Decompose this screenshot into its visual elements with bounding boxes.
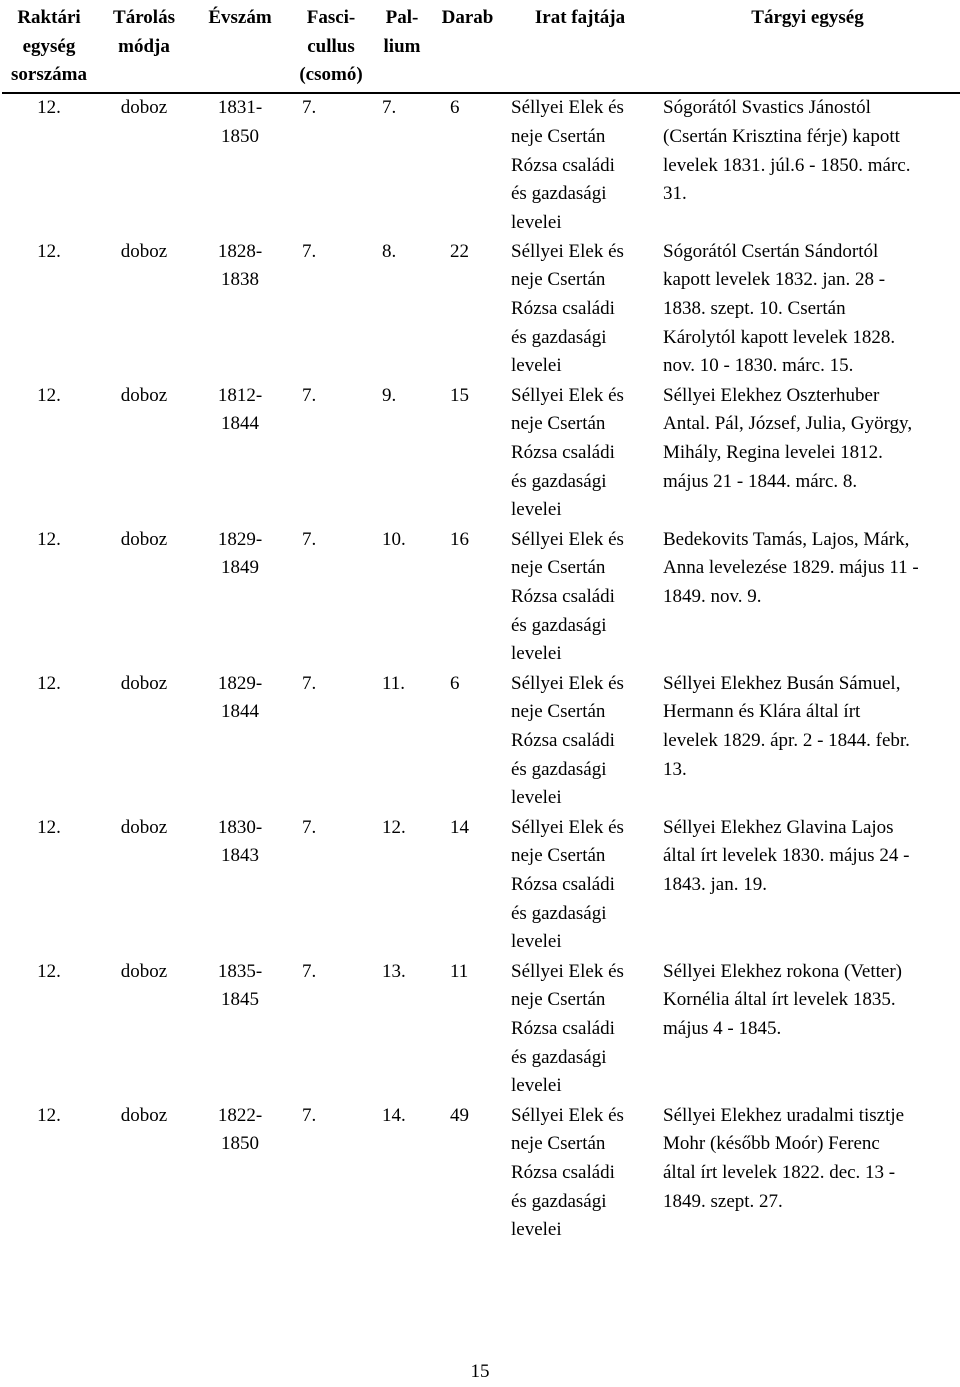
- table-row: [2, 958, 960, 1102]
- cell-line: Tárolás: [113, 7, 175, 28]
- cell-pallium: 13.: [382, 960, 406, 982]
- table-header-row: [2, 4, 960, 93]
- cell-tarolas: doboz: [120, 672, 168, 694]
- cell-line: neje Csertán: [511, 1133, 606, 1155]
- cell-line: levelei: [511, 1075, 562, 1097]
- cell-line: Rózsa családi: [511, 874, 615, 896]
- cell-line: Séllyei Elek és: [511, 1104, 624, 1126]
- cell-line: Séllyei Elek és: [511, 816, 624, 838]
- cell-line: Mihály, Regina levelei 1812.: [663, 442, 883, 464]
- cell-line: levelei: [511, 787, 562, 809]
- cell-line: Séllyei Elekhez Oszterhuber: [663, 384, 880, 406]
- cell-fasciculus: 7.: [302, 816, 317, 838]
- cell-line: Fasci-: [306, 7, 356, 28]
- cell-line: és gazdasági: [511, 470, 607, 492]
- cell-line: Antal. Pál, József, Julia, György,: [663, 413, 913, 435]
- cell-irat: [505, 814, 655, 958]
- header-darab: [430, 4, 505, 93]
- cell-darab: 11: [450, 960, 469, 982]
- cell-line: Séllyei Elek és: [511, 528, 624, 550]
- cell-targyi: [655, 238, 960, 382]
- cell-evszam: [192, 238, 288, 382]
- table-row: [2, 238, 960, 382]
- cell-fasciculus: 7.: [302, 384, 317, 406]
- cell-fasciculus: 7.: [302, 960, 317, 982]
- table-row: [2, 526, 960, 670]
- page-number: 15: [470, 1361, 490, 1382]
- cell-darab: 15: [450, 384, 469, 406]
- table-row: [2, 670, 960, 814]
- cell-line: 1829-: [217, 672, 263, 694]
- cell-tarolas: doboz: [120, 528, 168, 550]
- cell-irat: [505, 238, 655, 382]
- cell-line: levelei: [511, 1219, 562, 1241]
- cell-line: által írt levelek 1830. május 24 -: [663, 845, 910, 867]
- cell-line: (csomó): [299, 64, 363, 86]
- cell-targyi: [655, 958, 960, 1102]
- cell-line: Rózsa családi: [511, 154, 615, 176]
- cell-line: május 4 - 1845.: [663, 1018, 782, 1040]
- cell-line: által írt levelek 1822. dec. 13 -: [663, 1162, 896, 1184]
- cell-raktari: 12.: [37, 240, 61, 262]
- cell-line: 1849: [221, 557, 259, 579]
- cell-darab: 49: [450, 1104, 469, 1126]
- cell-line: sorszáma: [11, 64, 87, 86]
- cell-line: 1843: [221, 845, 259, 867]
- cell-line: Séllyei Elek és: [511, 672, 624, 694]
- cell-raktari: 12.: [37, 960, 61, 982]
- cell-fasciculus: 7.: [302, 240, 317, 262]
- cell-raktari: 12.: [37, 816, 61, 838]
- cell-targyi: [655, 93, 960, 238]
- cell-tarolas: doboz: [120, 240, 168, 262]
- cell-darab: 22: [450, 240, 469, 262]
- cell-line: május 21 - 1844. márc. 8.: [663, 470, 858, 492]
- cell-line: levelek 1829. ápr. 2 - 1844. febr.: [663, 730, 910, 752]
- cell-line: Pal-: [385, 7, 419, 28]
- cell-tarolas: doboz: [120, 97, 168, 119]
- cell-irat: [505, 526, 655, 670]
- cell-line: Rózsa családi: [511, 1018, 615, 1040]
- cell-raktari: 12.: [37, 1104, 61, 1126]
- cell-irat: [505, 670, 655, 814]
- table-body: [2, 93, 960, 1246]
- cell-evszam: [192, 958, 288, 1102]
- cell-line: és gazdasági: [511, 326, 607, 348]
- cell-line: 1844: [221, 413, 259, 435]
- cell-line: egység: [22, 35, 76, 57]
- cell-line: 1828-: [217, 240, 263, 262]
- cell-line: 31.: [663, 183, 687, 205]
- cell-line: neje Csertán: [511, 989, 606, 1011]
- cell-line: 1838. szept. 10. Csertán: [663, 298, 846, 320]
- cell-line: Mohr (később Moór) Ferenc: [663, 1133, 880, 1155]
- cell-line: Rózsa családi: [511, 1162, 615, 1184]
- cell-line: Rózsa családi: [511, 298, 615, 320]
- cell-line: neje Csertán: [511, 413, 606, 435]
- cell-evszam: [192, 814, 288, 958]
- cell-evszam: [192, 382, 288, 526]
- cell-line: 1849. nov. 9.: [663, 586, 762, 608]
- cell-line: 1835-: [217, 960, 263, 982]
- cell-line: és gazdasági: [511, 1190, 607, 1212]
- cell-evszam: [192, 670, 288, 814]
- cell-pallium: 9.: [382, 384, 397, 406]
- cell-irat: [505, 958, 655, 1102]
- cell-pallium: 8.: [382, 240, 397, 262]
- cell-line: módja: [118, 35, 170, 57]
- table-row: [2, 382, 960, 526]
- cell-line: 1844: [221, 701, 259, 723]
- cell-line: Raktári: [17, 7, 81, 28]
- cell-pallium: 12.: [382, 816, 406, 838]
- cell-line: levelei: [511, 211, 562, 233]
- header-raktari: [2, 4, 96, 93]
- cell-line: neje Csertán: [511, 845, 606, 867]
- cell-evszam: [192, 93, 288, 238]
- cell-line: neje Csertán: [511, 557, 606, 579]
- cell-line: Séllyei Elekhez Glavina Lajos: [663, 816, 894, 838]
- cell-line: Rózsa családi: [511, 442, 615, 464]
- cell-line: 1830-: [217, 816, 263, 838]
- header-tarolas: [96, 4, 192, 93]
- cell-line: Évszám: [208, 7, 272, 28]
- cell-line: levelek 1831. júl.6 - 1850. márc.: [663, 154, 911, 176]
- cell-darab: 14: [450, 816, 469, 838]
- cell-line: Kornélia által írt levelek 1835.: [663, 989, 896, 1011]
- cell-line: 1812-: [217, 384, 263, 406]
- cell-line: és gazdasági: [511, 183, 607, 205]
- cell-fasciculus: 7.: [302, 528, 317, 550]
- cell-raktari: 12.: [37, 672, 61, 694]
- cell-line: neje Csertán: [511, 269, 606, 291]
- cell-fasciculus: 7.: [302, 672, 317, 694]
- cell-line: Anna levelezése 1829. május 11 -: [663, 557, 919, 579]
- cell-line: lium: [383, 35, 421, 57]
- cell-irat: [505, 382, 655, 526]
- cell-line: 1843. jan. 19.: [663, 874, 767, 896]
- cell-evszam: [192, 526, 288, 670]
- cell-darab: 16: [450, 528, 469, 550]
- cell-raktari: 12.: [37, 97, 61, 119]
- cell-targyi: [655, 670, 960, 814]
- cell-line: Károlytól kapott levelek 1828.: [663, 326, 896, 348]
- cell-tarolas: doboz: [120, 960, 168, 982]
- header-irat: [505, 4, 655, 93]
- cell-line: levelei: [511, 499, 562, 521]
- cell-line: 1831-: [217, 97, 263, 119]
- cell-line: 1849. szept. 27.: [663, 1190, 783, 1212]
- cell-line: Hermann és Klára által írt: [663, 701, 861, 723]
- cell-line: Sógorától Csertán Sándortól: [663, 240, 879, 262]
- header-pallium: [374, 4, 430, 93]
- archive-table: [2, 4, 960, 1246]
- cell-irat: [505, 93, 655, 238]
- cell-evszam: [192, 1102, 288, 1246]
- cell-pallium: 10.: [382, 528, 406, 550]
- cell-line: neje Csertán: [511, 701, 606, 723]
- cell-fasciculus: 7.: [302, 97, 317, 119]
- cell-line: és gazdasági: [511, 758, 607, 780]
- cell-targyi: [655, 814, 960, 958]
- cell-line: neje Csertán: [511, 125, 606, 147]
- cell-targyi: [655, 382, 960, 526]
- table-row: [2, 1102, 960, 1246]
- cell-irat: [505, 1102, 655, 1246]
- cell-line: 1838: [221, 269, 259, 291]
- cell-line: Séllyei Elek és: [511, 97, 624, 119]
- cell-fasciculus: 7.: [302, 1104, 317, 1126]
- cell-line: 13.: [663, 758, 687, 780]
- cell-line: 1822-: [217, 1104, 263, 1126]
- cell-targyi: [655, 1102, 960, 1246]
- cell-line: Bedekovits Tamás, Lajos, Márk,: [663, 528, 910, 550]
- cell-line: cullus: [307, 35, 355, 57]
- cell-line: Rózsa családi: [511, 586, 615, 608]
- cell-tarolas: doboz: [120, 384, 168, 406]
- cell-line: Séllyei Elekhez Busán Sámuel,: [663, 672, 901, 694]
- cell-line: és gazdasági: [511, 614, 607, 636]
- header-fasciculus: [288, 4, 374, 93]
- cell-line: 1850: [221, 125, 259, 147]
- cell-line: nov. 10 - 1830. márc. 15.: [663, 355, 854, 377]
- cell-line: és gazdasági: [511, 902, 607, 924]
- cell-line: Darab: [441, 7, 494, 28]
- cell-line: 1845: [221, 989, 259, 1011]
- header-targyi: [655, 4, 960, 93]
- cell-line: 1829-: [217, 528, 263, 550]
- cell-raktari: 12.: [37, 384, 61, 406]
- cell-darab: 6: [450, 97, 460, 119]
- cell-line: levelei: [511, 643, 562, 665]
- cell-darab: 6: [450, 672, 460, 694]
- table-row: [2, 814, 960, 958]
- cell-raktari: 12.: [37, 528, 61, 550]
- cell-line: levelei: [511, 355, 562, 377]
- cell-line: Irat fajtája: [534, 7, 626, 28]
- cell-line: Séllyei Elek és: [511, 240, 624, 262]
- header-evszam: [192, 4, 288, 93]
- cell-line: Rózsa családi: [511, 730, 615, 752]
- cell-line: 1850: [221, 1133, 259, 1155]
- cell-line: Séllyei Elekhez uradalmi tisztje: [663, 1104, 905, 1126]
- cell-pallium: 11.: [382, 672, 406, 694]
- cell-line: Séllyei Elek és: [511, 960, 624, 982]
- cell-line: (Csertán Krisztina férje) kapott: [663, 125, 900, 147]
- cell-line: Séllyei Elekhez rokona (Vetter): [663, 960, 902, 982]
- cell-pallium: 14.: [382, 1104, 406, 1126]
- cell-line: levelei: [511, 931, 562, 953]
- cell-line: Séllyei Elek és: [511, 384, 624, 406]
- cell-line: és gazdasági: [511, 1046, 607, 1068]
- cell-pallium: 7.: [382, 97, 397, 119]
- cell-line: Tárgyi egység: [751, 7, 864, 28]
- cell-targyi: [655, 526, 960, 670]
- cell-tarolas: doboz: [120, 816, 168, 838]
- table-row: [2, 93, 960, 238]
- cell-line: Sógorától Svastics Jánostól: [663, 97, 871, 119]
- cell-tarolas: doboz: [120, 1104, 168, 1126]
- cell-line: kapott levelek 1832. jan. 28 -: [663, 269, 886, 291]
